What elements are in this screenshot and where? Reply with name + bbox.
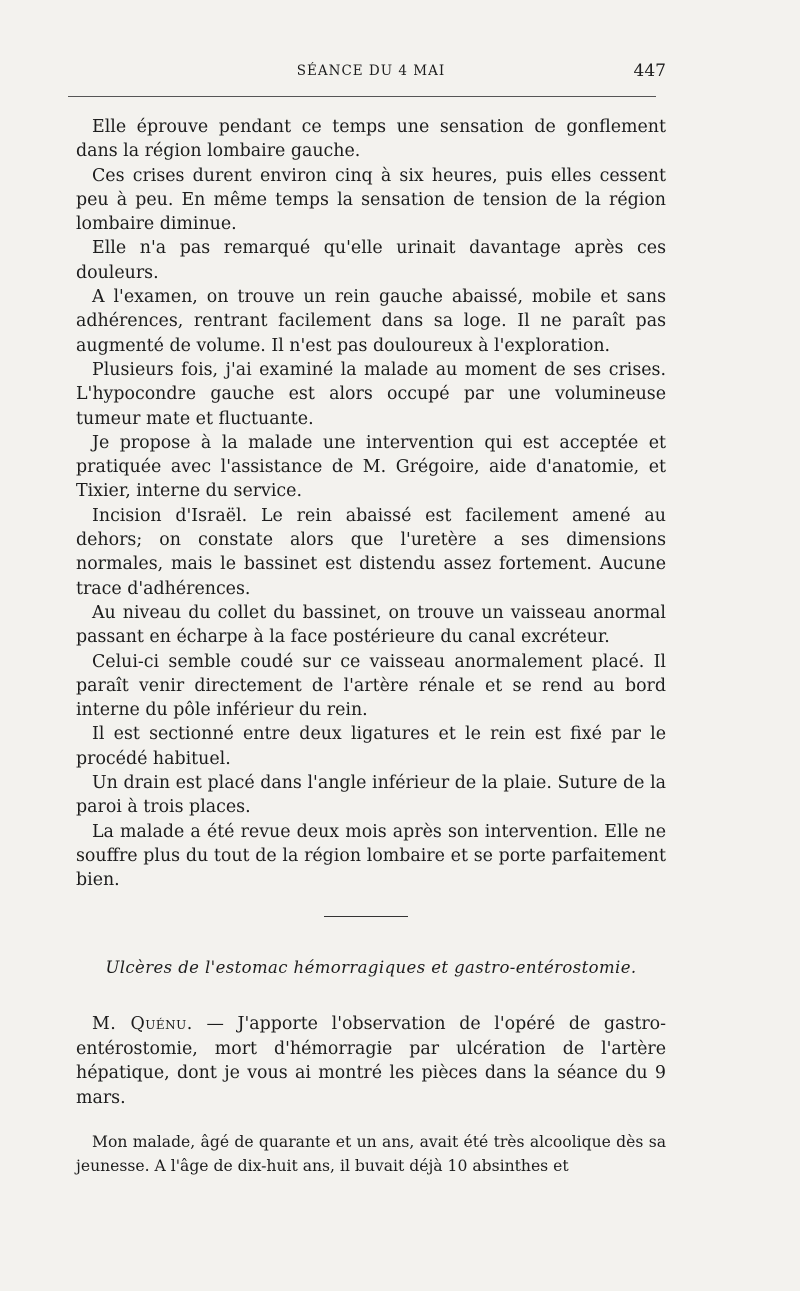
paragraph: Il est sectionné entre deux ligatures et le rein est fixé par le procédé habituel. <box>76 724 666 769</box>
section-body <box>76 1012 666 1110</box>
small-print-body <box>76 1130 666 1178</box>
header-rule <box>68 96 656 97</box>
speaker-text: — J'apporte l'observation de l'opéré de gastro-entérostomie, mort d'hémorragie par ulcération de l'artère hépatique, dont je vous ai montré les pièces dans la séance du 9 mars. <box>76 1014 666 1108</box>
running-head <box>76 61 666 83</box>
page-number: 447 <box>633 61 666 81</box>
section-title: Ulcères de l'estomac hémorragiques et gastro-entérostomie. <box>105 958 637 977</box>
paragraph: A l'examen, on trouve un rein gauche abaissé, mobile et sans adhérences, rentrant facilement dans sa loge. Il ne paraît pas augmenté de volume. Il n'est pas douloureux à l'exploration. <box>76 287 666 356</box>
paragraph: Elle n'a pas remarqué qu'elle urinait davantage après ces douleurs. <box>76 238 666 283</box>
speaker-name: M. Quénu. <box>92 1014 193 1034</box>
small-paragraph: Mon malade, âgé de quarante et un ans, avait été très alcoolique dès sa jeunesse. A l'âge de dix-huit ans, il buvait déjà 10 absinthes et <box>76 1133 666 1175</box>
body-text <box>76 115 666 893</box>
book-page <box>76 0 666 1291</box>
paragraph: Au niveau du collet du bassinet, on trouve un vaisseau anormal passant en écharpe à la face postérieure du canal excréteur. <box>76 602 666 648</box>
paragraph: Ces crises durent environ cinq à six heures, puis elles cessent peu à peu. En même temps la sensation de tension de la région lombaire diminue. <box>76 165 666 235</box>
paragraph: Incision d'Israël. Le rein abaissé est facilement amené au dehors; on constate alors que l'uretère a ses dimensions normales, mais le bassinet est distendu assez fortement. Aucune trace d'adhérences. <box>76 505 666 599</box>
paragraph: Elle éprouve pendant ce temps une sensation de gonflement dans la région lombaire gauche. <box>76 117 666 162</box>
paragraph: Celui-ci semble coudé sur ce vaisseau anormalement placé. Il paraît venir directement de l'artère rénale et se rend au bord interne du pôle inférieur du rein. <box>76 651 666 721</box>
paragraph: La malade a été revue deux mois après son intervention. Elle ne souffre plus du tout de la région lombaire et se porte parfaitement bien. <box>76 821 666 891</box>
paragraph: Je propose à la malade une intervention qui est acceptée et pratiquée avec l'assistance de M. Grégoire, aide d'anatomie, et Tixier, interne du service. <box>76 432 666 502</box>
paragraph: Un drain est placé dans l'angle inférieur de la plaie. Suture de la paroi à trois places. <box>76 773 666 818</box>
running-title: SÉANCE DU 4 MAI <box>296 63 446 79</box>
speaker-paragraph <box>76 1012 666 1110</box>
section-divider <box>324 916 408 917</box>
paragraph: Plusieurs fois, j'ai examiné la malade au moment de ses crises. L'hypocondre gauche est alors occupé par une volumineuse tumeur mate et fluctuante. <box>76 359 666 429</box>
